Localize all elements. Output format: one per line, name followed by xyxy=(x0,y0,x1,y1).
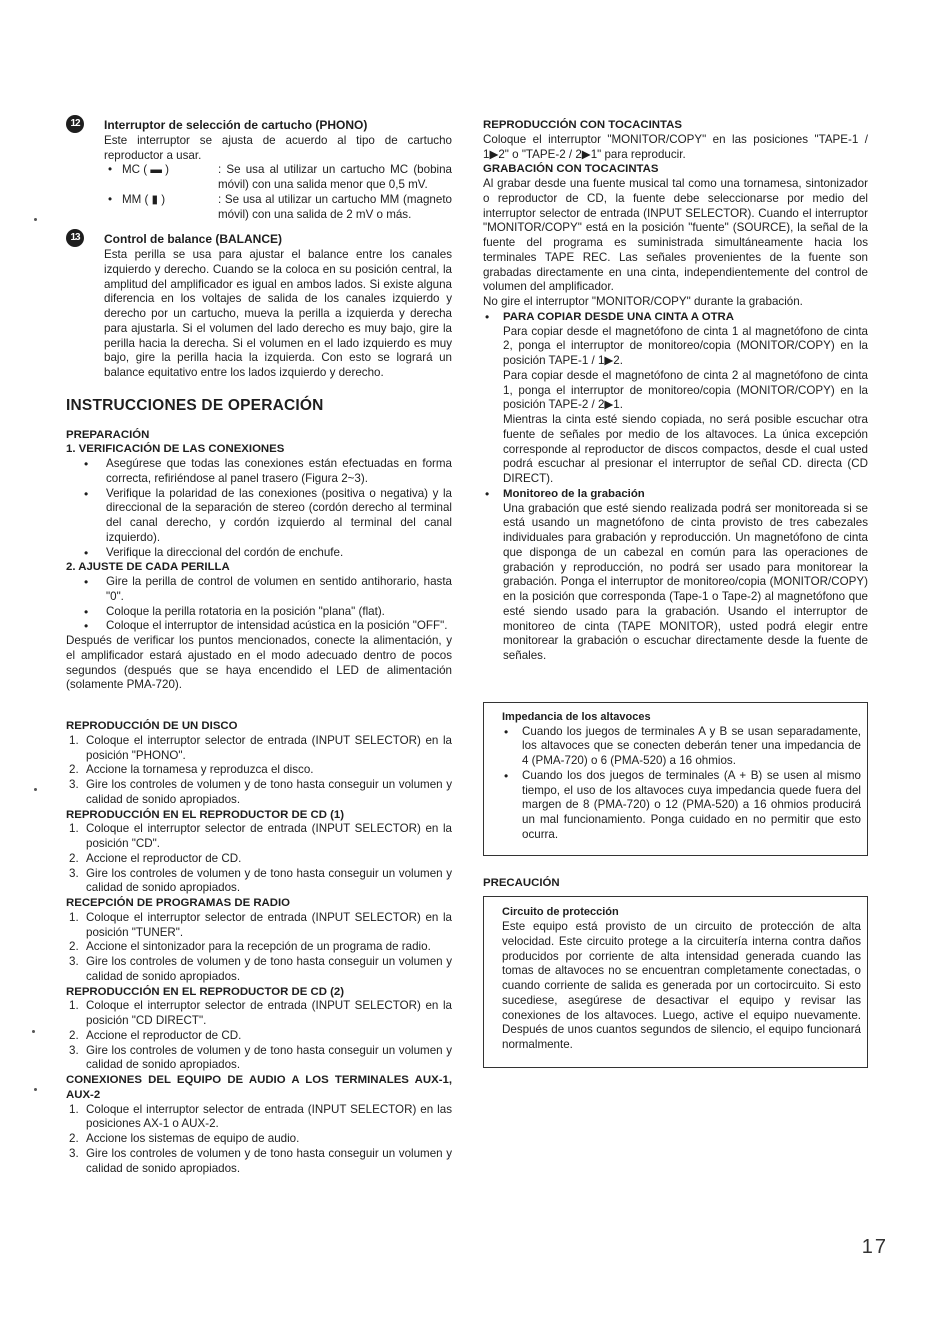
list-item xyxy=(503,310,868,487)
list-item: 2. Accione el sintonizador para la recepción de un programa de radio. xyxy=(69,940,431,954)
cd2-steps xyxy=(66,999,452,1073)
knob-adjust-heading: 2. AJUSTE DE CADA PERILLA xyxy=(66,561,230,574)
list-item: 3. Gire los controles de volumen y de tono hasta conseguir un volumen y calidad de sonido apropiados. xyxy=(69,778,452,806)
protection-circuit-box xyxy=(483,896,868,1067)
scan-mark xyxy=(34,218,37,221)
monitor-text: Una grabación que esté siendo realizada podrá ser monitoreada si se está usando un magnetófono de cinta provisto de tres cabezales individuales para grabación y reproducción. Un magnetófono de cinta que disponga de un cabezal en común para las operaciones de grabación y reproducción, no podrá ser usado para monitorear la grabación. Ponga el interruptor de monitoreo/copia (MONITOR/COPY) en la posición que corresponda (Tape-1 o Tape-2) al magnetófono que esté siendo usado para la grabación. Usando el interruptor de monitoreo de cinta (TAPE MONITOR), usted podrá elegir entre monitorear la grabación o escuchar directamente desde la fuente de señales. xyxy=(503,501,868,662)
cartridge-mm: • MM ( ▮ ) : Se usa al utilizar un cartucho MM (magneto móvil) con una salida de 2 mV o más. xyxy=(108,192,452,221)
item-number-badge: 12 xyxy=(66,115,84,133)
list-item: 1. Coloque el interruptor selector de entrada (INPUT SELECTOR) en la posición "TUNER". xyxy=(69,910,452,939)
scan-mark xyxy=(34,788,37,791)
instructions-title: INSTRUCCIONES DE OPERACIÓN xyxy=(66,396,324,414)
list-item: 3. Gire los controles de volumen y de tono hasta conseguir un volumen y calidad de sonido apropiados. xyxy=(69,955,452,983)
cd2-heading: REPRODUCCIÓN EN EL REPRODUCTOR DE CD (2) xyxy=(66,985,345,998)
aux-steps xyxy=(66,1103,452,1177)
tape-rec-heading: GRABACIÓN CON TOCACINTAS xyxy=(483,163,659,176)
list-item: 1. Coloque el interruptor selector de entrada (INPUT SELECTOR) en la posición "CD DIRECT". xyxy=(69,999,452,1027)
verification-list xyxy=(66,457,452,560)
radio-steps xyxy=(66,911,452,985)
mc-label: MC ( ▬ ) xyxy=(122,163,170,177)
list-item: • Cuando los juegos de terminales A y B se usan separadamente, los altavoces que se conecten deberán tener una impedancia de 4 (PMA-720) o 6 (PMA-520) a 16 ohmios. xyxy=(522,725,861,769)
section-13-title: Control de balance (BALANCE) xyxy=(104,232,283,247)
cd1-steps xyxy=(66,822,452,896)
section-12-title: Interruptor de selección de cartucho (PHONO) xyxy=(104,118,368,132)
list-item: • Verifique la direccional del cordón de enchufe. xyxy=(106,546,452,561)
section-13-heading xyxy=(66,232,452,247)
speaker-impedance-box xyxy=(483,702,868,856)
after-check-text: Después de verificar los puntos mencionados, conecte la alimentación, y el amplificador estará ajustado en el modo adecuado dentro de pocos segundos (después que se haya encendido el LED de alimentación (solamente PMA-720). xyxy=(66,634,452,692)
precaution-heading: PRECAUCIÓN xyxy=(483,876,560,889)
copy-paragraph: Para copiar desde el magnetófono de cinta 1 al magnetófono de cinta 2, ponga el interruptor de monitoreo/copia (MONITOR/COPY) en la posición TAPE-1 / 1▶2. xyxy=(503,324,868,367)
list-item: • Verifique la polaridad de las conexiones (positiva o negativa) y la direccional de la separación de stereo (cordón derecho al terminal del canal derecho, y cordón izquierdo al terminal del canal izquierdo). xyxy=(106,487,452,546)
section-12-heading xyxy=(66,118,452,133)
scan-mark xyxy=(32,1030,35,1033)
list-item: 1. Coloque el interruptor selector de entrada (INPUT SELECTOR) en la posición "CD". xyxy=(69,822,452,850)
list-item: 3. Gire los controles de volumen y de tono hasta conseguir un volumen y calidad de sonido apropiados. xyxy=(69,1043,452,1072)
cartridge-mc: • MC ( ▬ ) : Se usa al utilizar un cartucho MC (bobina móvil) con una salida menor que 0,5 mV. xyxy=(108,163,452,191)
mm-text: : Se usa al utilizar un cartucho MM (magneto móvil) con una salida de 2 mV o más. xyxy=(218,192,452,221)
disc-heading: REPRODUCCIÓN DE UN DISCO xyxy=(66,720,238,732)
protection-heading: Circuito de protección xyxy=(502,906,619,919)
left-column xyxy=(66,118,452,1176)
list-item: 3. Gire los controles de volumen y de tono hasta conseguir un volumen y calidad de sonido apropiados. xyxy=(69,866,452,895)
page-number: 17 xyxy=(861,1236,888,1258)
list-item: • Gire la perilla de control de volumen en sentido antihorario, hasta "0". xyxy=(106,575,452,605)
copy-heading: • PARA COPIAR DESDE UNA CINTA A OTRA xyxy=(503,310,734,323)
scan-mark xyxy=(34,1088,37,1091)
right-column xyxy=(483,118,868,1068)
list-item: 2. Accione los sistemas de equipo de audio. xyxy=(69,1132,300,1145)
list-item: 1. Coloque el interruptor selector de entrada (INPUT SELECTOR) en la posición "PHONO". xyxy=(69,733,452,762)
copy-paragraph: Para copiar desde el magnetófono de cinta 2 al magnetófono de cinta 1, ponga el interruptor de monitoreo/copia (MONITOR/COPY) en la posición TAPE-2 / 2▶1. xyxy=(503,368,868,412)
list-item: 2. Accione el reproductor de CD. xyxy=(69,1028,242,1042)
list-item: • Cuando los dos juegos de terminales (A + B) se usen al mismo tiempo, el uso de los altavoces cuya impedancia quede fuera del margen de 8 (PMA-720) o 12 (PMA-520) a 16 ohmios producirá un mal funcionamiento. Ponga cuidado en no permitir que esto ocurra. xyxy=(522,769,861,843)
item-number-badge: 13 xyxy=(66,229,84,247)
aux-heading: CONEXIONES DEL EQUIPO DE AUDIO A LOS TERMINALES AUX-1, AUX-2 xyxy=(66,1074,452,1101)
list-item: • Asegúrese que todas las conexiones están efectuadas en forma correcta, refiriéndose al panel trasero (Figura 2~3). xyxy=(106,457,452,487)
mm-label: MM ( ▮ ) xyxy=(122,192,166,206)
section-12-intro: Este interruptor se ajusta de acuerdo al tipo de cartucho reproductor a usar. xyxy=(104,133,452,162)
radio-heading: RECEPCIÓN DE PROGRAMAS DE RADIO xyxy=(66,897,291,909)
disc-steps xyxy=(66,734,452,808)
knob-adjust-list xyxy=(66,575,452,634)
preparation-heading: PREPARACIÓN xyxy=(66,428,150,441)
tape-rec-note: No gire el interruptor "MONITOR/COPY" durante la grabación. xyxy=(483,295,803,308)
list-item: 2. Accione la tornamesa y reproduzca el disco. xyxy=(69,763,314,777)
divider xyxy=(483,1067,868,1068)
tape-rec-text: Al grabar desde una fuente musical tal como una tornamesa, sintonizador o reproductor de CD, la fuente debe seleccionarse por medio del interruptor selector de entrada (INPUT SELECTOR). Cuando el interruptor "MONITOR/COPY" está en la posición "fuente" (SOURCE), la señal de la fuente del programa es suministrada simultáneamente hacia los terminales TAPE REC. Las señales provenientes de la fuente son grabadas directamente en una cinta, independientemente del control de volumen del amplificador. xyxy=(483,177,868,294)
section-13-text: Esta perilla se usa para ajustar el balance entre los canales izquierdo y derecho. Cuando se la coloca en su posición central, la amplitud del amplificador es igual en ambos lados. Si existe alguna diferencia en los voltajes de salida de los canales izquierdo y derecho por un cartucho, mueva la perilla a izquierda y derecha para ajustarla. Si el volumen del lado derecho es muy bajo, gire la perilla hacia la derecha. Si el volumen en el lado izquierdo es muy bajo, gire la perilla hacia la izquierda. Con esto se logrará un balance equitativo entre los lados izquierdo y derecho. xyxy=(104,248,452,379)
list-item: • Coloque la perilla rotatoria en la posición "plana" (flat). xyxy=(106,605,452,620)
tape-play-text: Coloque el interruptor "MONITOR/COPY" en las posiciones "TAPE-1 / 1▶2" o "TAPE-2 / 2▶1" para reproducir. xyxy=(483,132,868,161)
list-item: 2. Accione el reproductor de CD. xyxy=(69,851,242,865)
impedance-heading: Impedancia de los altavoces xyxy=(502,710,651,723)
list-item: 1. Coloque el interruptor selector de entrada (INPUT SELECTOR) en las posiciones AX-1 o AUX-2. xyxy=(69,1102,452,1131)
copy-paragraph: Mientras la cinta esté siendo copiada, no será posible escuchar otra fuente de señales por medio de los altavoces. La única excepción corresponde al reproductor de discos compactos, desde el cual usted podrá escuchar al presionar el interruptor de señal CD. directa (CD DIRECT). xyxy=(503,413,868,485)
list-item: 3. Gire los controles de volumen y de tono hasta conseguir un volumen y calidad de sonido apropiados. xyxy=(69,1146,452,1175)
impedance-list xyxy=(502,725,861,843)
cd1-heading: REPRODUCCIÓN EN EL REPRODUCTOR DE CD (1) xyxy=(66,808,345,821)
mc-text: : Se usa al utilizar un cartucho MC (bobina móvil) con una salida menor que 0,5 mV. xyxy=(218,163,452,191)
list-item xyxy=(503,487,868,664)
recording-list xyxy=(483,310,868,664)
protection-text: Este equipo está provisto de un circuito de protección de alta velocidad. Este circuito protege a la circuitería interna contra daños producidos por corriente de alta intensidad generada cuando las tomas de altavoces no se encuentran completamente conectadas, o cuando corriente de salida es generada por un cortocircuito. Si esto sucediese, asegúrese de desactivar el equipo y revisar las conexiones de los altavoces. Luego, active el equipo nuevamente. Después de unos cuantos segundos de silencio, el equipo funcionará normalmente. xyxy=(502,920,861,1051)
tape-play-heading: REPRODUCCIÓN CON TOCACINTAS xyxy=(483,119,682,131)
list-item: • Coloque el interruptor de intensidad acústica en la posición "OFF". xyxy=(106,619,452,634)
monitor-heading: • Monitoreo de la grabación xyxy=(503,487,645,500)
verification-heading: 1. VERIFICACIÓN DE LAS CONEXIONES xyxy=(66,443,285,456)
